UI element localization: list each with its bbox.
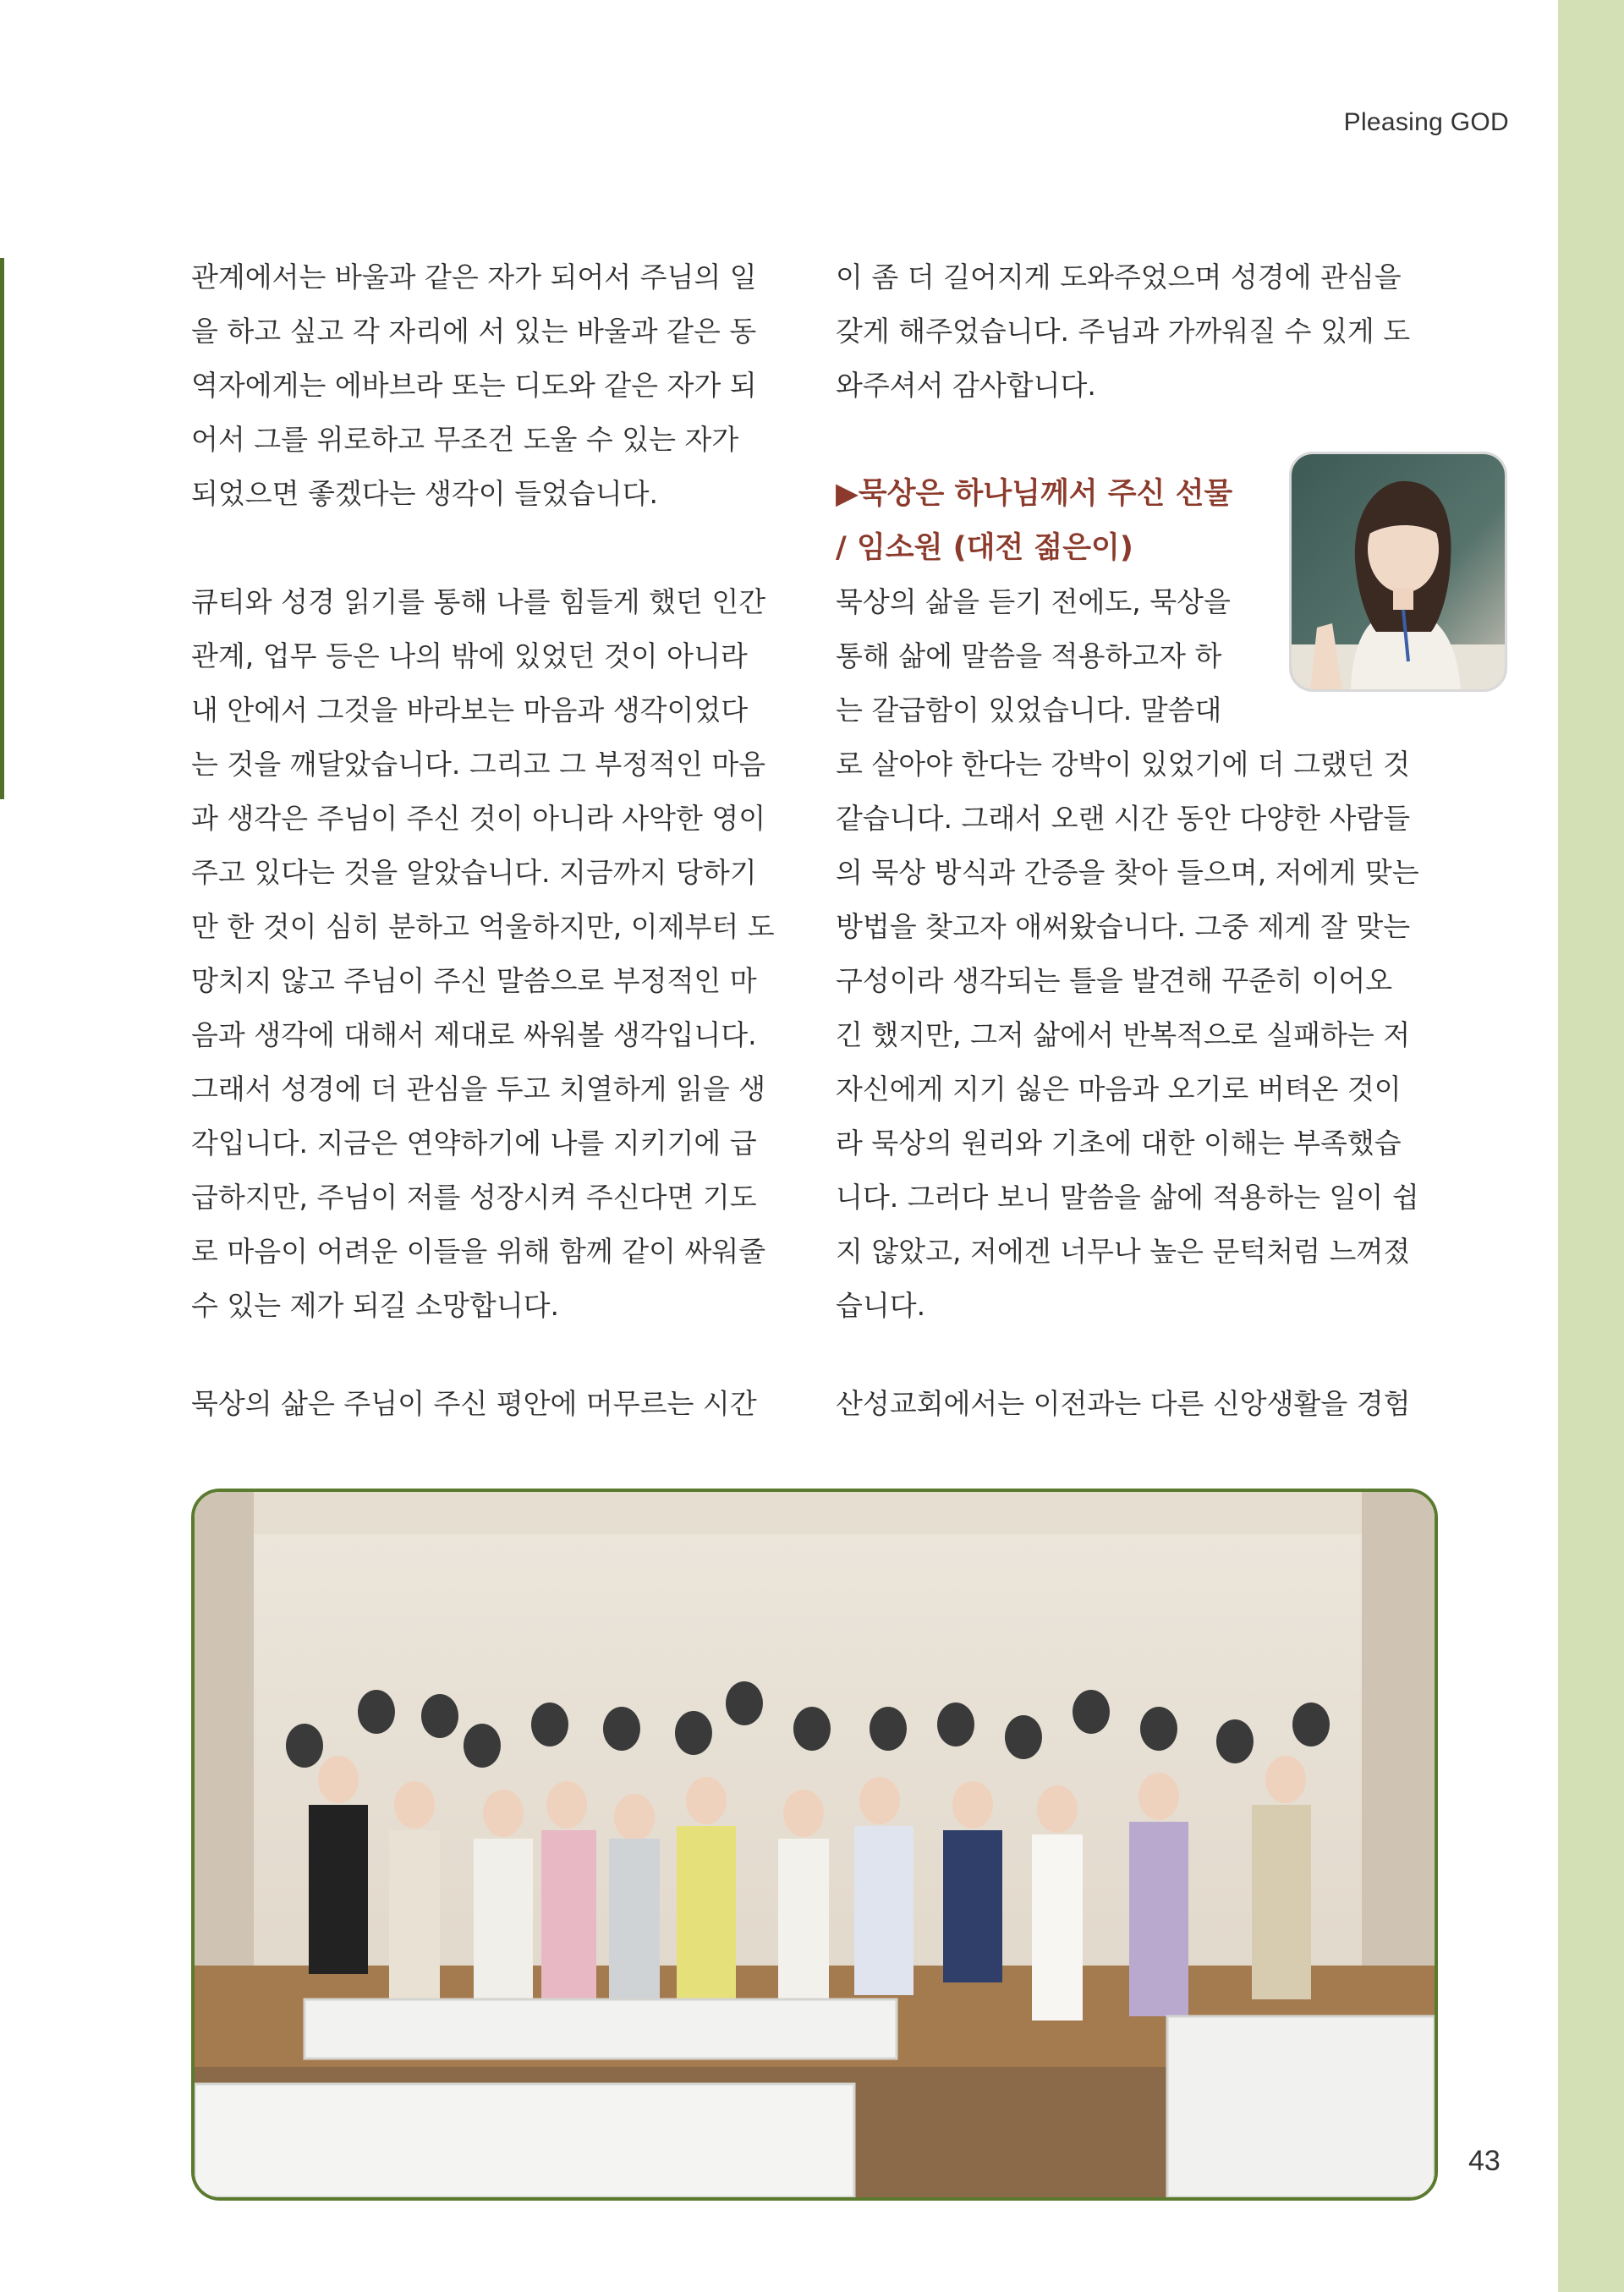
right-column-last-line: 산성교회에서는 이전과는 다른 신앙생활을 경험: [836, 1387, 1411, 1420]
text-line: 묵상의 삶을 듣기 전에도, 묵상을: [836, 585, 1231, 618]
text-line: 는 갈급함이 있었습니다. 말씀대: [836, 694, 1222, 727]
text-line: 의 묵상 방식과 간증을 찾아 들으며, 저에게 맞는: [836, 856, 1419, 889]
page-number: 43: [1468, 2145, 1501, 2177]
text-line: 망치지 않고 주님이 주신 말씀으로 부정적인 마: [191, 964, 757, 997]
testimony-heading: [836, 467, 1250, 575]
text-line: 통해 삶에 말씀을 적용하고자 하: [836, 639, 1222, 672]
text-line: 급하지만, 주님이 저를 성장시켜 주신다면 기도: [191, 1181, 757, 1214]
left-paragraph-2: [191, 575, 788, 1333]
text-line: 로 살아야 한다는 강박이 있었기에 더 그랬던 것: [836, 748, 1411, 781]
text-line: 어서 그를 위로하고 무조건 도울 수 있는 자가: [191, 423, 739, 456]
text-line: 주고 있다는 것을 알았습니다. 지금까지 당하기: [191, 856, 757, 889]
text-line: 역자에게는 에바브라 또는 디도와 같은 자가 되: [191, 369, 757, 402]
portrait-photo-icon: [1289, 452, 1507, 692]
text-line: 큐티와 성경 읽기를 통해 나를 힘들게 했던 인간: [191, 585, 766, 618]
heading-author: / 임소원 (대전 젊은이): [836, 531, 1133, 565]
text-line: 각입니다. 지금은 연약하기에 나를 지키기에 급: [191, 1127, 757, 1160]
text-line: 과 생각은 주님이 주신 것이 아니라 사악한 영이: [191, 802, 766, 835]
text-line: 와주셔서 감사합니다.: [836, 369, 1096, 402]
left-edge-photo-strip: [0, 258, 4, 799]
text-line: 같습니다. 그래서 오랜 시간 동안 다양한 사람들: [836, 802, 1411, 835]
text-line: 방법을 찾고자 애써왔습니다. 그중 제게 잘 맞는: [836, 910, 1411, 943]
text-line: 수 있는 제가 되길 소망합니다.: [191, 1289, 559, 1322]
running-title: Pleasing GOD: [1343, 108, 1509, 136]
text-line: 이 좀 더 길어지게 도와주었으며 성경에 관심을: [836, 260, 1402, 293]
text-line: 만 한 것이 심히 분하고 억울하지만, 이제부터 도: [191, 910, 775, 943]
group-photo-icon: [191, 1489, 1438, 2201]
text-line: 그래서 성경에 더 관심을 두고 치열하게 읽을 생: [191, 1072, 766, 1105]
text-line: 되었으면 좋겠다는 생각이 들었습니다.: [191, 477, 659, 510]
right-paragraph-1: [836, 250, 1433, 413]
text-line: 로 마음이 어려운 이들을 위해 함께 같이 싸워줄: [191, 1235, 766, 1268]
left-column: [191, 250, 788, 1333]
heading-line: ▶묵상은 하나님께서 주신 선물: [836, 477, 1233, 511]
left-paragraph-1: [191, 250, 788, 521]
left-column-last-line: 묵상의 삶은 주님이 주신 평안에 머무르는 시간: [191, 1387, 757, 1420]
text-line: 습니다.: [836, 1289, 926, 1322]
text-line: 니다. 그러다 보니 말씀을 삶에 적용하는 일이 쉽: [836, 1181, 1419, 1214]
text-line: 구성이라 생각되는 틀을 발견해 꾸준히 이어오: [836, 964, 1393, 997]
text-line: 음과 생각에 대해서 제대로 싸워볼 생각입니다.: [191, 1018, 757, 1051]
side-color-band: [1558, 0, 1624, 2292]
text-line: 관계, 업무 등은 나의 밖에 있었던 것이 아니라: [191, 639, 748, 672]
text-line: 갖게 해주었습니다. 주님과 가까워질 수 있게 도: [836, 315, 1411, 348]
text-line: 는 것을 깨달았습니다. 그리고 그 부정적인 마음: [191, 748, 766, 781]
text-line: 지 않았고, 저에겐 너무나 높은 문턱처럼 느껴졌: [836, 1235, 1411, 1268]
text-line: 긴 했지만, 그저 삶에서 반복적으로 실패하는 저: [836, 1018, 1411, 1051]
text-line: 라 묵상의 원리와 기초에 대한 이해는 부족했습: [836, 1127, 1402, 1160]
text-line: 내 안에서 그것을 바라보는 마음과 생각이었다: [191, 694, 749, 727]
text-line: 자신에게 지기 싫은 마음과 오기로 버텨온 것이: [836, 1072, 1402, 1105]
text-line: 을 하고 싶고 각 자리에 서 있는 바울과 같은 동: [191, 315, 757, 348]
text-line: 관계에서는 바울과 같은 자가 되어서 주님의 일: [191, 260, 757, 293]
right-column: [836, 250, 1433, 1333]
